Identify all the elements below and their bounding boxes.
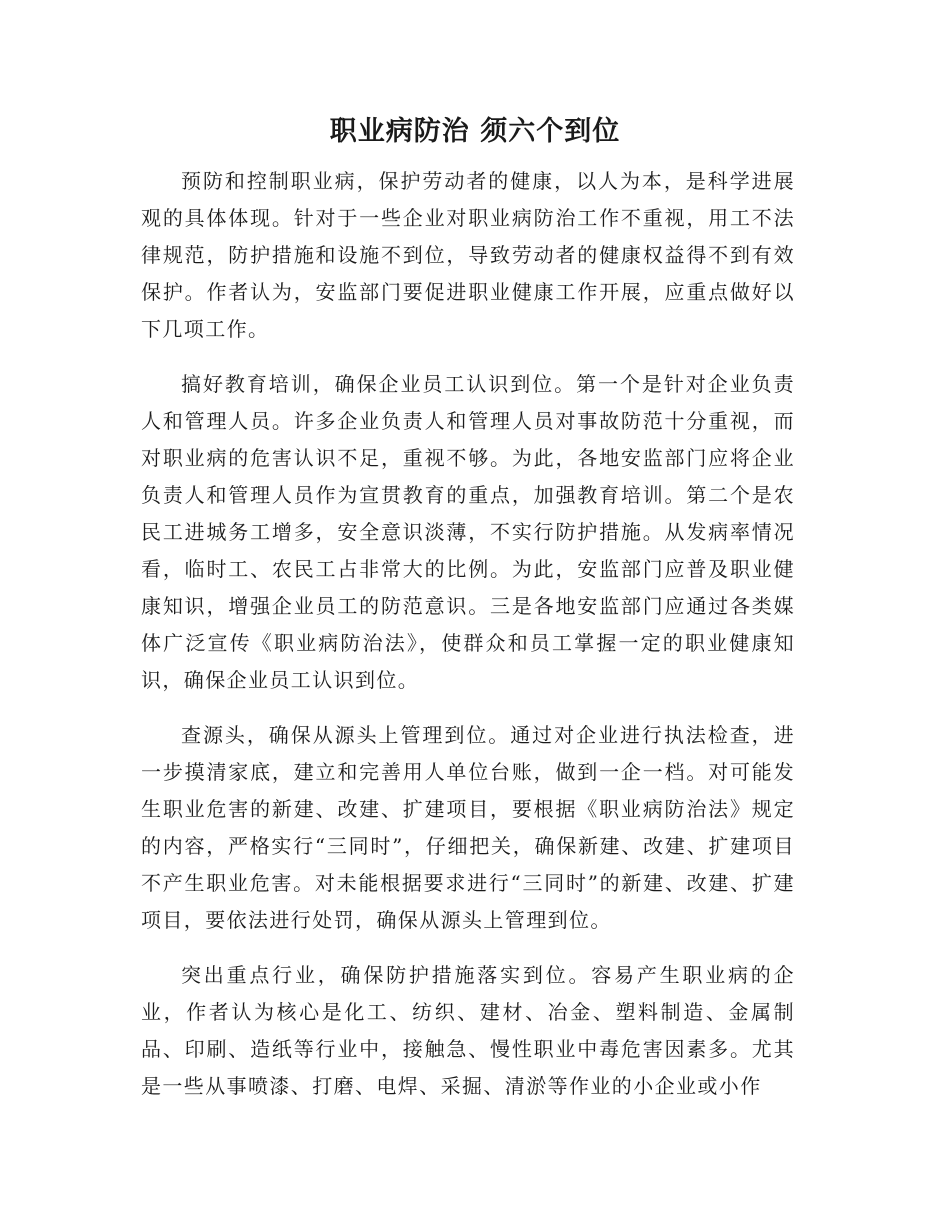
paragraph-key-industries: 突出重点行业，确保防护措施落实到位。容易产生职业病的企业，作者认为核心是化工、纺织、建材、冶金、塑料制造、金属制品、印刷、造纸等行业中，接触急、慢性职业中毒危害因素多。尤其是一些从事喷漆、打磨、电焊、采掘、清淤等作业的小企业或小作 [141,963,795,1098]
document-body [141,163,795,1123]
paragraph-intro: 预防和控制职业病，保护劳动者的健康，以人为本，是科学进展观的具体体现。针对于一些企业对职业病防治工作不重视，用工不法律规范，防护措施和设施不到位，导致劳动者的健康权益得不到有效保护。作者认为，安监部门要促进职业健康工作开展，应重点做好以下几项工作。 [141,169,795,341]
paragraph-source-management: 查源头，确保从源头上管理到位。通过对企业进行执法检查，进一步摸清家底，建立和完善用人单位台账，做到一企一档。对可能发生职业危害的新建、改建、扩建项目，要根据《职业病防治法》规定的内容，严格实行“三同时”，仔细把关，确保新建、改建、扩建项目不产生职业危害。对未能根据要求进行“三同时”的新建、改建、扩建项目，要依法进行处罚，确保从源头上管理到位。 [141,723,795,932]
document-title: 职业病防治 须六个到位 [329,116,621,147]
paragraph-education-training: 搞好教育培训，确保企业员工认识到位。第一个是针对企业负责人和管理人员。许多企业负责人和管理人员对事故防范十分重视，而对职业病的危害认识不足，重视不够。为此，各地安监部门应将企业负责人和管理人员作为宣贯教育的重点，加强教育培训。第二个是农民工进城务工增多，安全意识淡薄，不实行防护措施。从发病率情况看，临时工、农民工占非常大的比例。为此，安监部门应普及职业健康知识，增强企业员工的防范意识。三是各地安监部门应通过各类媒体广泛宣传《职业病防治法》，使群众和员工掌握一定的职业健康知识，确保企业员工认识到位。 [141,372,795,692]
